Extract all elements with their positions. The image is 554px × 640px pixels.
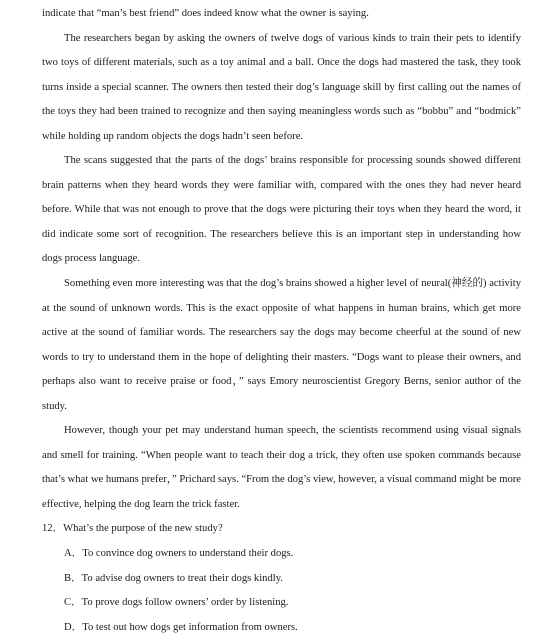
option-b[interactable]: B．To advise dog owners to treat their dogs kindly. <box>64 572 283 584</box>
paragraph-2: The researchers began by asking the owners of twelve dogs of various kinds to train their pets to identify two toys of different materials, such as a toy animal and a ball. Once the dogs had mastered the task, they took turns inside a special scanner. The owners then tested their dog’s language skill by first calling out the names of the toys they had been trained to recognize and then saying meaningless words such as “bobbu” and “bodmick” while holding up random objects the dogs hadn’t seen before. <box>42 32 521 142</box>
question-12 <box>42 517 521 640</box>
option-d[interactable]: D．To test out how dogs get information from owners. <box>64 621 298 633</box>
paragraph-3: The scans suggested that the parts of the dogs’ brains responsible for processing sounds showed different brain patterns when they heard words they were familiar with, compared with the ones they had never heard before. While that was not enough to prove that the dogs were picturing their toys when they heard the word, it did indicate some sort of recognition. The researchers believe this is an important step in understanding how dogs process language. <box>42 155 521 265</box>
passage <box>42 2 521 517</box>
paragraph-5: However, though your pet may understand human speech, the scientists recommend using visual signals and smell for training. “When people want to teach their dog a trick, they often use spoken commands because that’s what we humans prefer，” Prichard says. “From the dog’s view, however, a visual command might be more effective, helping the dog learn the trick faster. <box>42 425 522 510</box>
paragraph-4: Something even more interesting was that the dog’s brains showed a higher level of neural(神经的) activity at the sound of unknown words. This is the exact opposite of what happens in human brains, which get more active at the sound of familiar words. The researchers say the dogs may become cheerful at the sound of new words to try to understand them in the hope of delighting their masters. “Dogs want to please their owners, and perhaps also want to receive praise or food，” says Emory neuroscientist Gregory Berns, senior author of the study. <box>42 278 521 412</box>
option-c[interactable]: C．To prove dogs follow owners’ order by listening. <box>64 597 289 609</box>
option-a[interactable]: A．To convince dog owners to understand their dogs. <box>64 548 294 560</box>
paragraph-1: indicate that “man’s best friend” does indeed know what the owner is saying. <box>42 8 369 19</box>
question-stem: 12．What’s the purpose of the new study? <box>42 523 223 535</box>
